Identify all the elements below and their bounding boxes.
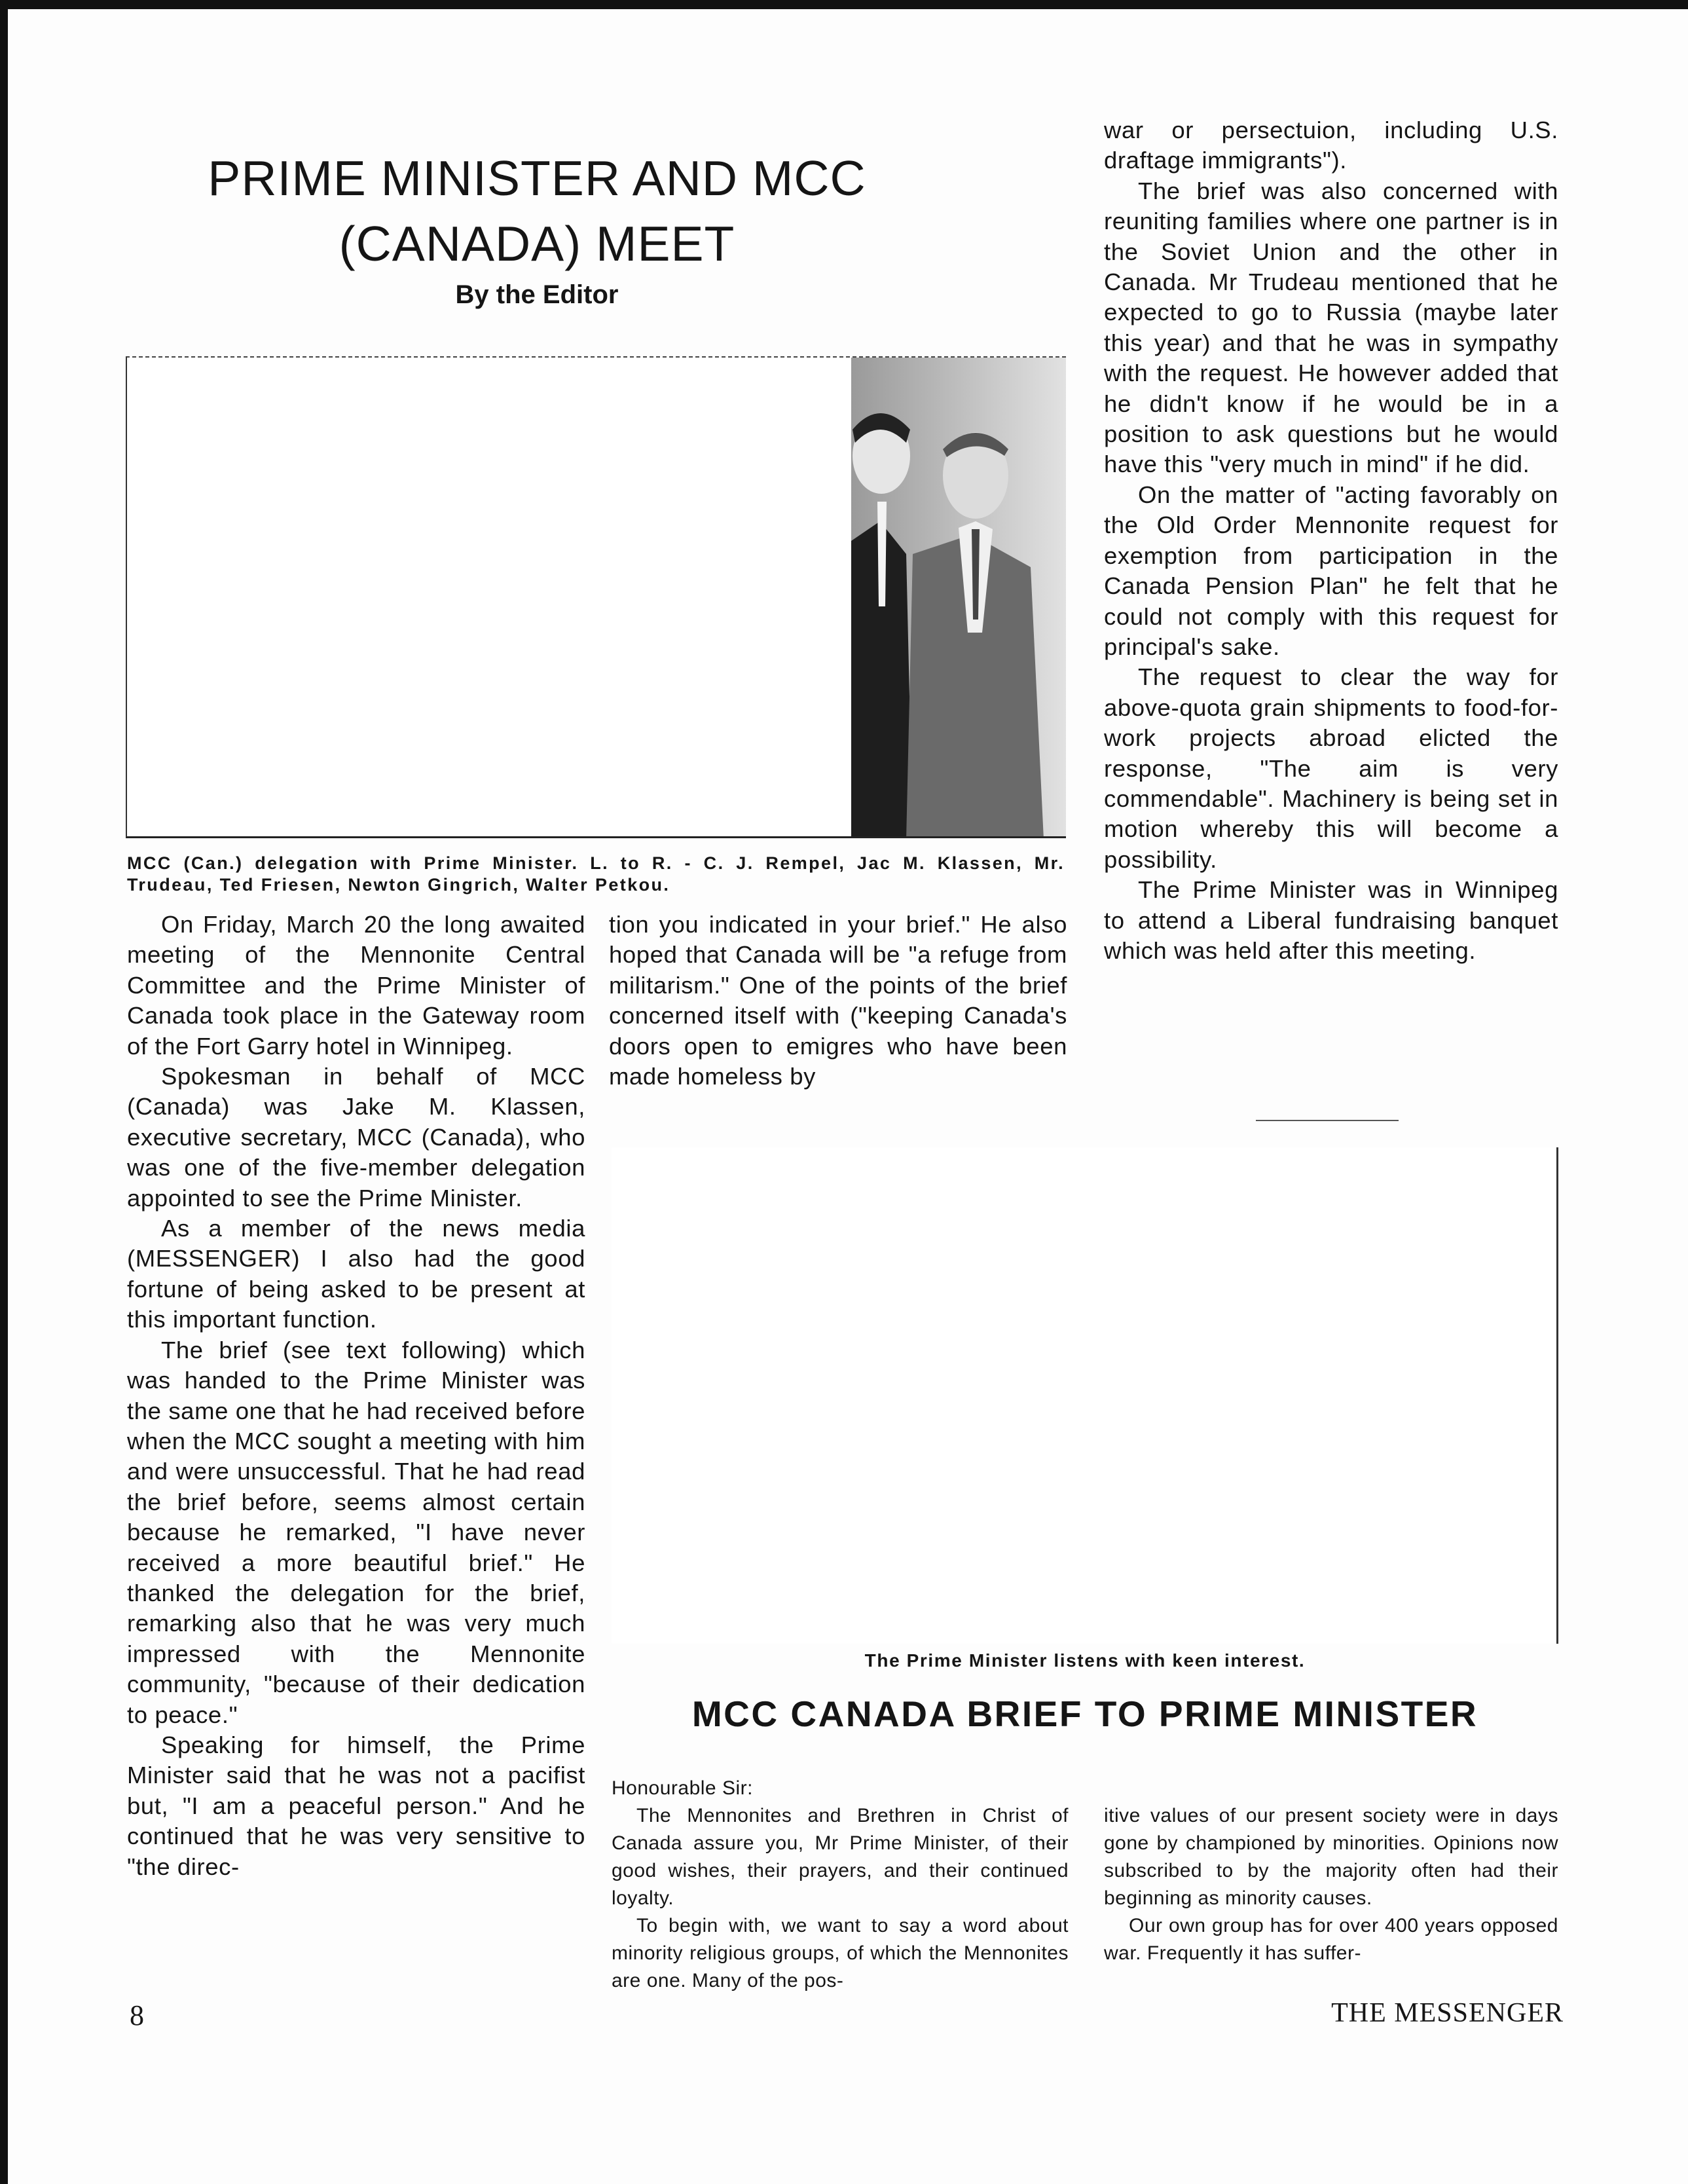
paragraph: The Mennonites and Brethren in Christ of Canada assure you, Mr Prime Minister, of their good wishes, their prayers, and their continued loyalty. [612, 1805, 1069, 1909]
brief-column-1 [612, 1775, 1069, 1995]
article-column-1 [127, 910, 585, 1882]
paragraph: On Friday, March 20 the long awaited meeting of the Mennonite Central Committee and the Prime Minister of Canada took place in the Gateway room of the Fort Garry hotel in Winnipeg. [127, 911, 585, 1060]
title-line-2: (CANADA) MEET [339, 216, 735, 271]
photo1-caption: MCC (Can.) delegation with Prime Minister. L. to R. - C. J. Rempel, Jac M. Klassen, Mr. Trudeau, Ted Friesen, Newton Gingrich, Walter Petkou. [127, 853, 1065, 895]
paragraph: As a member of the news media (MESSENGER) I also had the good fortune of being asked to be present at this important function. [127, 1215, 585, 1333]
magazine-name: THE MESSENGER [1331, 1998, 1564, 2028]
paragraph: itive values of our present society were in days gone by championed by minorities. Opinions now subscribed to by the majority often had their beginning as minority causes. [1104, 1805, 1558, 1909]
paragraph: Spokesman in behalf of MCC (Canada) was Jake M. Klassen, executive secretary, MCC (Canada), who was one of the five-member delegation appointed to see the Prime Minister. [127, 1063, 585, 1212]
prime-minister-photo [612, 1147, 1558, 1644]
paragraph: Our own group has for over 400 years opposed war. Frequently it has suffer- [1104, 1915, 1558, 1964]
end-of-article-rule [1256, 1120, 1399, 1121]
brief-column-2 [1104, 1802, 1558, 1967]
paragraph: On the matter of "acting favorably on the Old Order Mennonite request for exemption from participation in the Canada Pension Plan" he felt that he could not comply with this request for principal's sake. [1104, 481, 1558, 660]
paragraph: Speaking for himself, the Prime Minister said that he was not a pacifist but, "I am a peaceful person." And he continued that he was very sensitive to "the direc- [127, 1731, 585, 1880]
paragraph: The brief was also concerned with reuniting families where one partner is in the Soviet Union and the other in Canada. Mr Trudeau mentioned that he expected to go to Russia (maybe later this year) and that he was in sympathy with the request. He however added that he didn't know if he would be in a position to ask questions but he would have this "very much in mind" if he did. [1104, 177, 1558, 478]
article-column-2 [609, 910, 1067, 1092]
paragraph: The brief (see text following) which was handed to the Prime Minister was the same one that he had received before when the MCC sought a meeting with him and were unsuccessful. That he had read the brief before, seems almost certain because he remarked, "I have never received a more beautiful brief." He thanked the delegation for the brief, remarking also that he was very much impressed with the Mennonite community, "because of their dedication to peace." [127, 1336, 585, 1728]
brief-salutation: Honourable Sir: [612, 1777, 753, 1799]
paragraph: The request to clear the way for above-quota grain shipments to food-for-work projects abroad elicted the response, "The aim is very commendable". Machinery is being set in motion whereby this will become a possibility. [1104, 663, 1558, 873]
paragraph: To begin with, we want to say a word about minority religious groups, of which the Mennonites are one. Many of the pos- [612, 1915, 1069, 1991]
title-line-1: PRIME MINISTER AND MCC [208, 151, 866, 206]
brief-heading: MCC CANADA BRIEF TO PRIME MINISTER [691, 1694, 1478, 1734]
delegation-photo [126, 356, 1066, 838]
page-number: 8 [130, 1999, 144, 2031]
delegation-photo-figures [127, 358, 1066, 838]
paragraph: war or persectuion, including U.S. draftage immigrants"). [1104, 117, 1558, 174]
byline: By the Editor [455, 280, 619, 309]
paragraph: The Prime Minister was in Winnipeg to attend a Liberal fundraising banquet which was held after this meeting. [1104, 876, 1558, 964]
article-title [124, 145, 949, 276]
article-column-3 [1104, 115, 1558, 966]
paragraph: tion you indicated in your brief." He also hoped that Canada will be "a refuge from militarism." One of the points of the brief concerned itself with ("keeping Canada's doors open to emigres who have been made homeless by [609, 911, 1067, 1090]
photo2-caption: The Prime Minister listens with keen interest. [864, 1650, 1306, 1671]
